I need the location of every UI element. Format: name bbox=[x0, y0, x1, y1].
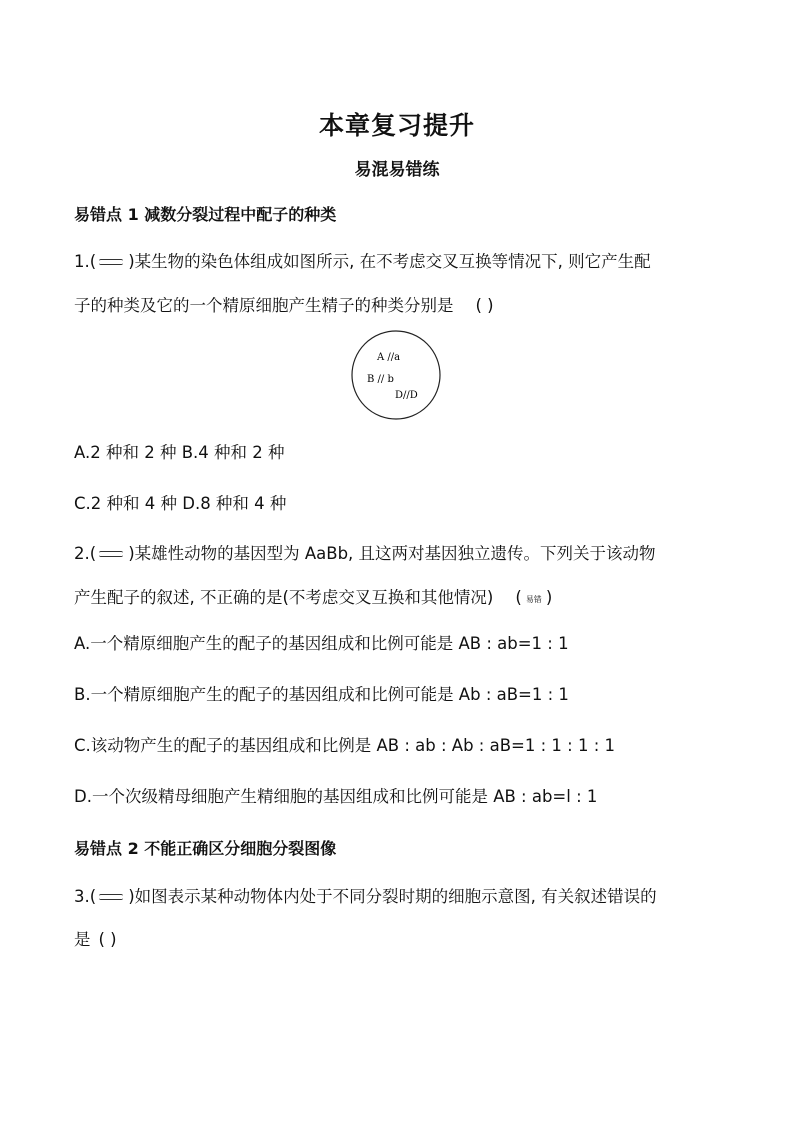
q2-text-line2: 产生配子的叙述, 不正确的是(不考虑交叉互换和其他情况) bbox=[74, 588, 494, 607]
q1-line1 bbox=[74, 251, 651, 273]
q2-answer-paren-close: ) bbox=[545, 588, 553, 607]
q2-option-a: A.一个精原细胞产生的配子的基因组成和比例可能是 AB : ab=1 : 1 bbox=[74, 634, 569, 653]
difficulty-stars-icon bbox=[97, 546, 127, 560]
page-title: 本章复习提升 bbox=[318, 111, 475, 140]
error-prone-tag: 易错 bbox=[525, 595, 542, 604]
q2-line2 bbox=[74, 587, 552, 611]
chromosome-pair-2: B // b bbox=[367, 374, 394, 385]
q1-options-line2: C.2 种和 4 种 D.8 种和 4 种 bbox=[74, 494, 287, 513]
q2-number: 2.( bbox=[74, 544, 97, 563]
q1-options-line1: A.2 种和 2 种 B.4 种和 2 种 bbox=[74, 443, 285, 462]
page-subtitle: 易混易错练 bbox=[354, 160, 440, 180]
q3-answer-paren: ( ) bbox=[98, 930, 117, 949]
chromosome-pair-1: A //a bbox=[377, 352, 401, 363]
q2-answer-paren-open: ( bbox=[515, 588, 522, 607]
q1-number: 1.( bbox=[74, 252, 97, 271]
q2-line1 bbox=[74, 543, 656, 565]
q3-line2 bbox=[74, 929, 117, 951]
q1-line2 bbox=[74, 295, 494, 317]
difficulty-stars-icon bbox=[97, 889, 127, 903]
q3-line1 bbox=[74, 886, 657, 908]
section-heading-2: 易错点 2 不能正确区分细胞分裂图像 bbox=[74, 839, 337, 858]
q1-text-line2: 子的种类及它的一个精原细胞产生精子的种类分别是 bbox=[74, 296, 454, 315]
q2-option-d: D.一个次级精母细胞产生精细胞的基因组成和比例可能是 AB : ab=l : 1 bbox=[74, 787, 598, 806]
chromosome-pair-3: D//D bbox=[395, 390, 418, 401]
q3-text-line1: )如图表示某种动物体内处于不同分裂时期的细胞示意图, 有关叙述错误的 bbox=[128, 887, 657, 906]
q3-number: 3.( bbox=[74, 887, 97, 906]
chromosome-figure bbox=[351, 330, 441, 420]
cell-outline bbox=[352, 331, 440, 419]
q1-answer-paren: ( ) bbox=[475, 296, 494, 315]
q2-option-c: C.该动物产生的配子的基因组成和比例是 AB : ab : Ab : aB=1 : 1 : 1 : 1 bbox=[74, 736, 616, 755]
difficulty-stars-icon bbox=[97, 254, 127, 268]
q2-text-line1: )某雄性动物的基因型为 AaBb, 且这两对基因独立遗传。下列关于该动物 bbox=[128, 544, 656, 563]
q3-text-line2: 是 bbox=[74, 930, 91, 949]
q2-option-b: B.一个精原细胞产生的配子的基因组成和比例可能是 Ab : aB=1 : 1 bbox=[74, 685, 569, 704]
section-heading-1: 易错点 1 减数分裂过程中配子的种类 bbox=[74, 205, 337, 224]
q1-text-line1: )某生物的染色体组成如图所示, 在不考虑交叉互换等情况下, 则它产生配 bbox=[128, 252, 651, 271]
